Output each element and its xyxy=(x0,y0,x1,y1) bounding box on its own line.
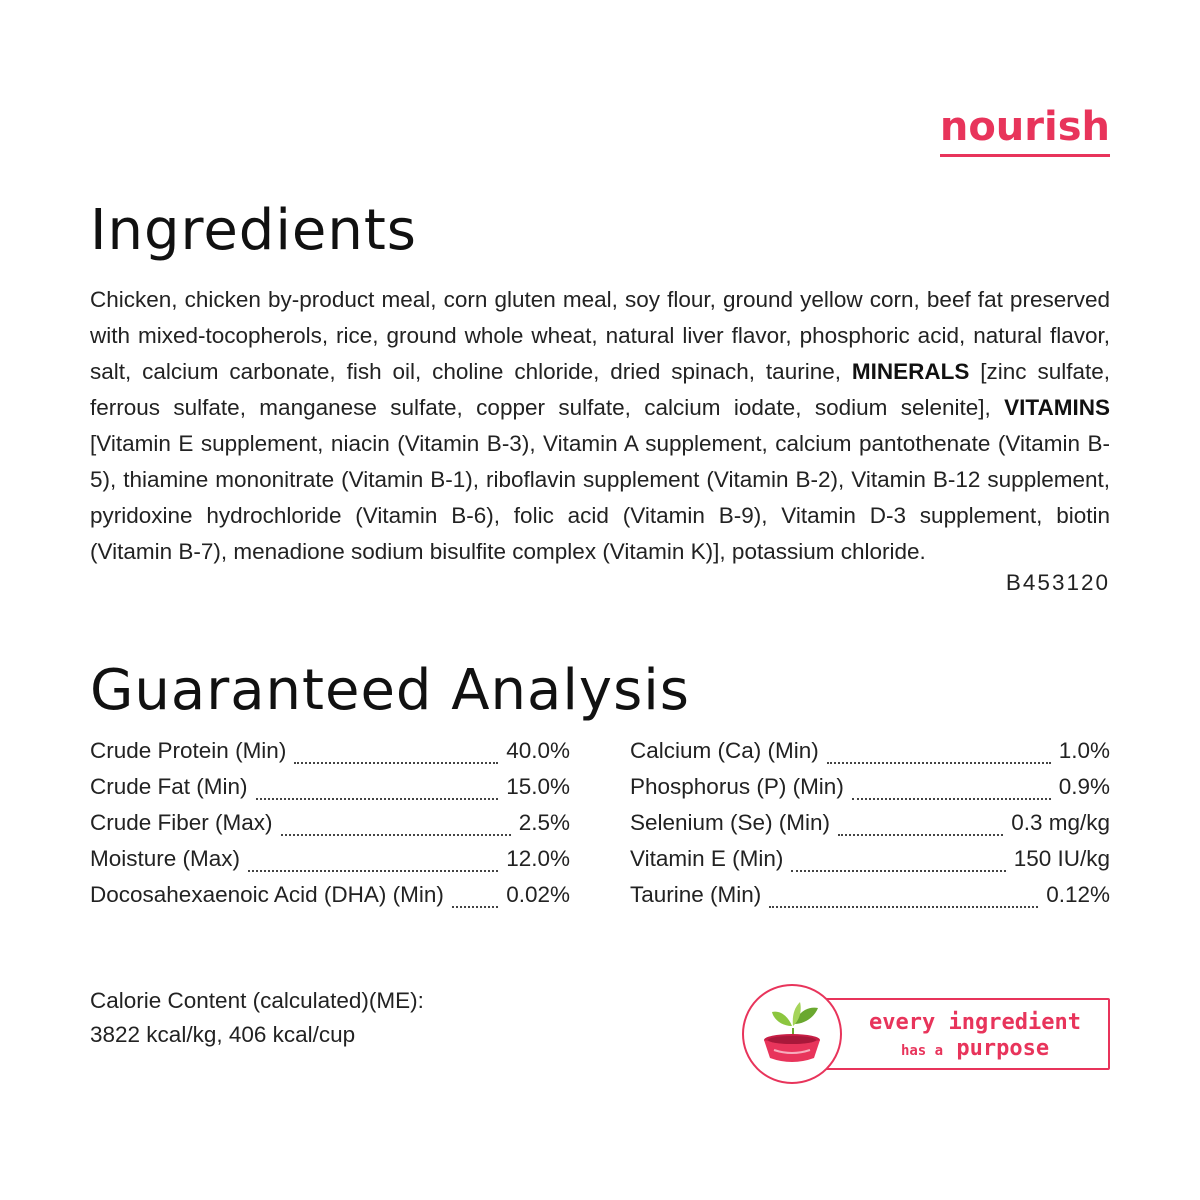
ingredients-text-part-c: [Vitamin E supplement, niacin (Vitamin B-3), Vitamin A supplement, calcium pantothenate (Vitamin B-5), thiamine mononitrate (Vitamin B-1), riboflavin supplement (Vitamin B-2), Vitamin B-12 supplement, pyridoxine hydrochloride (Vitamin B-6), folic acid (Vitamin B-9), Vitamin D-3 supplement, biotin (Vitamin B-7), menadione sodium bisulfite complex (Vitamin K)], potassium chloride. xyxy=(90,431,1110,564)
calorie-content xyxy=(90,984,424,1052)
ingredients-text-part-a: Chicken, chicken by-product meal, corn gluten meal, soy flour, ground yellow corn, beef fat preserved with mixed-tocopherols, rice, ground whole wheat, natural liver flavor, phosphoric acid, natural flavor, salt, calcium carbonate, fish oil, choline chloride, dried spinach, taurine, xyxy=(90,287,1110,384)
analysis-label: Crude Fat (Min) xyxy=(90,774,248,799)
badge-text xyxy=(850,1010,1100,1064)
analysis-column-left xyxy=(90,738,570,918)
analysis-row xyxy=(630,882,1110,918)
analysis-row xyxy=(630,846,1110,882)
analysis-row xyxy=(630,738,1110,774)
analysis-label: Phosphorus (P) (Min) xyxy=(630,774,844,799)
analysis-value: 0.3 mg/kg xyxy=(1011,810,1110,835)
analysis-value: 40.0% xyxy=(506,738,570,763)
dot-leader xyxy=(281,834,511,836)
analysis-row xyxy=(90,882,570,918)
analysis-row xyxy=(90,846,570,882)
analysis-label: Taurine (Min) xyxy=(630,882,762,907)
analysis-row xyxy=(630,810,1110,846)
dot-leader xyxy=(294,762,498,764)
analysis-row xyxy=(90,738,570,774)
dot-leader xyxy=(769,906,1038,908)
analysis-value: 0.9% xyxy=(1058,774,1110,799)
analysis-value: 2.5% xyxy=(518,810,570,835)
badge-line-2-small: has a xyxy=(900,1043,944,1059)
analysis-row xyxy=(630,774,1110,810)
dot-leader xyxy=(852,798,1051,800)
dot-leader xyxy=(452,906,498,908)
purpose-badge xyxy=(742,984,1110,1084)
minerals-label: MINERALS xyxy=(851,359,970,384)
vitamins-label: VITAMINS xyxy=(1004,395,1110,420)
guaranteed-analysis-title: Guaranteed Analysis xyxy=(90,658,690,723)
badge-line-1: every ingredient xyxy=(869,1010,1081,1035)
analysis-row xyxy=(90,774,570,810)
analysis-label: Moisture (Max) xyxy=(90,846,241,871)
dot-leader xyxy=(838,834,1003,836)
analysis-label: Docosahexaenoic Acid (DHA) (Min) xyxy=(90,882,444,907)
dot-leader xyxy=(791,870,1005,872)
badge-circle xyxy=(742,984,842,1084)
dot-leader xyxy=(827,762,1051,764)
analysis-value: 0.02% xyxy=(506,882,570,907)
analysis-value: 0.12% xyxy=(1046,882,1110,907)
analysis-label: Crude Protein (Min) xyxy=(90,738,287,763)
analysis-label: Crude Fiber (Max) xyxy=(90,810,273,835)
analysis-label: Calcium (Ca) (Min) xyxy=(630,738,819,763)
analysis-label: Selenium (Se) (Min) xyxy=(630,810,831,835)
analysis-row xyxy=(90,810,570,846)
dot-leader xyxy=(256,798,499,800)
calorie-value: 3822 kcal/kg, 406 kcal/cup xyxy=(90,1022,356,1047)
analysis-column-right xyxy=(630,738,1110,918)
dot-leader xyxy=(248,870,498,872)
ingredients-title: Ingredients xyxy=(90,198,417,263)
ingredients-text xyxy=(90,282,1110,570)
analysis-value: 1.0% xyxy=(1058,738,1110,763)
ingredients-text-part-b: [zinc sulfate, ferrous sulfate, manganese sulfate, copper sulfate, calcium iodate, sodium selenite], xyxy=(90,359,1111,420)
badge-line-2 xyxy=(850,1036,1100,1064)
calorie-label: Calorie Content (calculated)(ME): xyxy=(90,988,424,1013)
food-bowl-with-leaves-icon xyxy=(744,986,840,1082)
brand-logo: nourish xyxy=(940,104,1110,157)
badge-line-2-big: purpose xyxy=(956,1036,1050,1061)
analysis-value: 12.0% xyxy=(506,846,570,871)
analysis-value: 150 IU/kg xyxy=(1013,846,1110,871)
analysis-value: 15.0% xyxy=(506,774,570,799)
analysis-label: Vitamin E (Min) xyxy=(630,846,784,871)
lot-code: B453120 xyxy=(1005,570,1110,595)
